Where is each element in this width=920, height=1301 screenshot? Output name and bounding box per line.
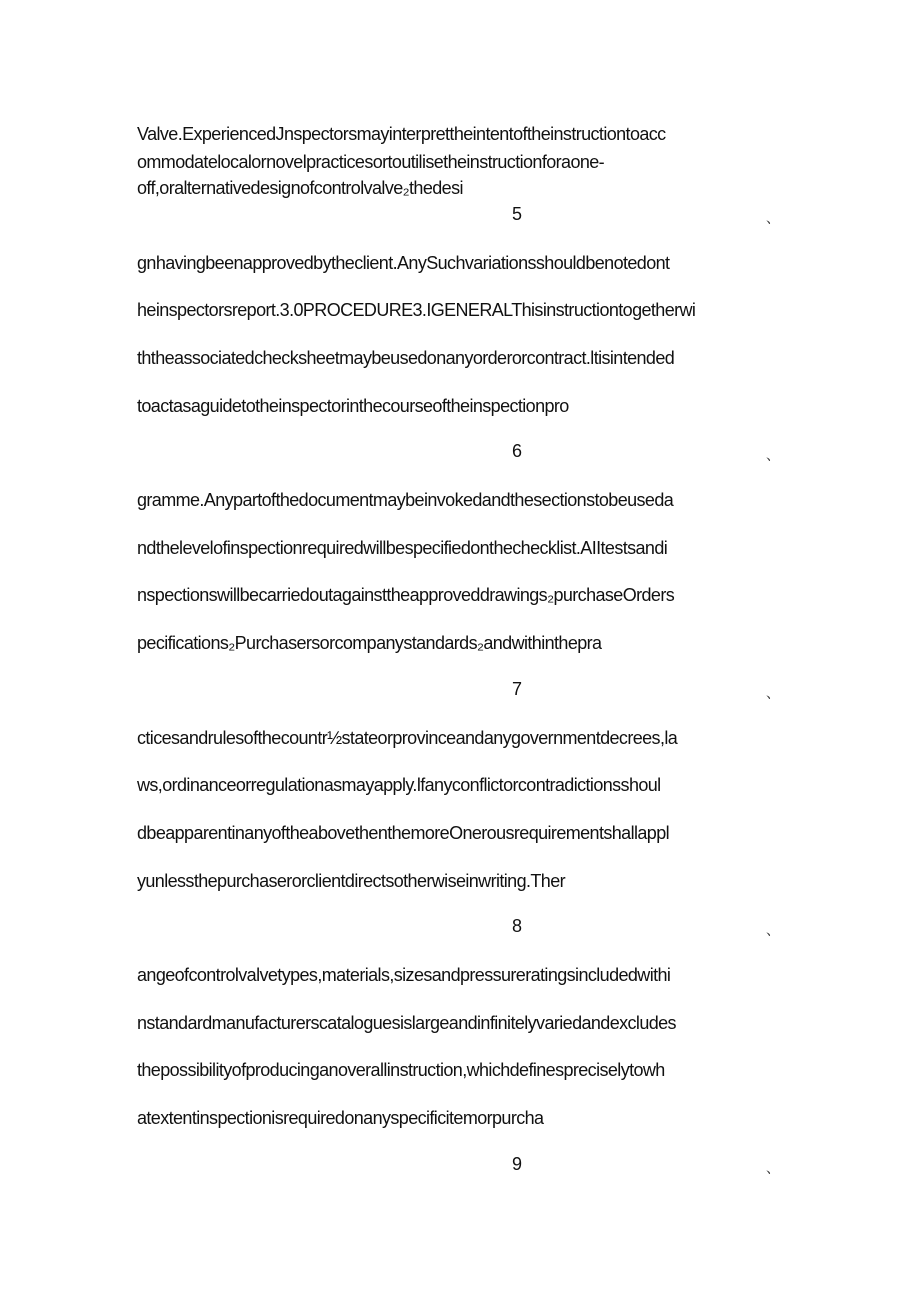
text-line: gramme.Anypartofthedocumentmaybeinvokedandthesectionstobeuseda: [137, 490, 674, 510]
page-mark: 、: [766, 210, 780, 226]
text-line: off,oralternativedesignofcontrolvalve₂thedesi: [137, 178, 463, 198]
text-line: thepossibilityofproducinganoverallinstruction,whichdefinespreciselytowh: [137, 1060, 665, 1080]
text-line: atextentinspectionisrequiredonanyspecificitemorpurcha: [137, 1108, 544, 1128]
text-line: heinspectorsreport.3.0PROCEDURE3.IGENERALThisinstructiontogetherwi: [137, 300, 696, 320]
page-mark: 、: [766, 685, 780, 701]
text-line: nstandardmanufacturerscataloguesislargeandinfinitelyvariedandexcludes: [137, 1013, 676, 1033]
page-mark: 、: [766, 447, 780, 463]
text-line: pecifications₂Purchasersorcompanystandards₂andwithinthepra: [137, 633, 602, 653]
text-line: gnhavingbeenapprovedbytheclient.AnySuchvariationsshouldbenotedont: [137, 253, 670, 273]
page-number: 5: [512, 204, 523, 224]
text-line: cticesandrulesofthecountr½stateorprovinceandanygovernmentdecrees,la: [137, 728, 678, 748]
text-line: yunlessthepurchaserorclientdirectsotherwiseinwriting.Ther: [137, 871, 566, 891]
text-line: Valve.ExperiencedJnspectorsmayinterprettheintentoftheinstructiontoacc: [137, 124, 666, 144]
text-line: dbeapparentinanyoftheabovethenthemoreOnerousrequirementshallappl: [137, 823, 670, 843]
text-line: ommodatelocalornovelpracticesortoutilisetheinstructionforaone-: [137, 152, 605, 172]
text-line: toactasaguidetotheinspectorinthecourseoftheinspectionpro: [137, 396, 569, 416]
text-line: ththeassociatedchecksheetmaybeusedonanyorderorcontract.ltisintended: [137, 348, 675, 368]
page-number: 9: [512, 1154, 523, 1174]
text-line: ws,ordinanceorregulationasmayapply.lfanyconflictorcontradictionsshoul: [137, 775, 661, 795]
text-line: nspectionswillbecarriedoutagainsttheapproveddrawings₂purchaseOrders: [137, 585, 675, 605]
page-number: 8: [512, 916, 523, 936]
text-line: angeofcontrolvalvetypes,materials,sizesandpressureratingsincludedwithi: [137, 965, 671, 985]
page-number: 6: [512, 441, 523, 461]
page-mark: 、: [766, 922, 780, 938]
page-mark: 、: [766, 1160, 780, 1176]
page-number: 7: [512, 679, 523, 699]
text-line: ndthelevelofinspectionrequiredwillbespecifiedonthechecklist.AIItestsandi: [137, 538, 668, 558]
